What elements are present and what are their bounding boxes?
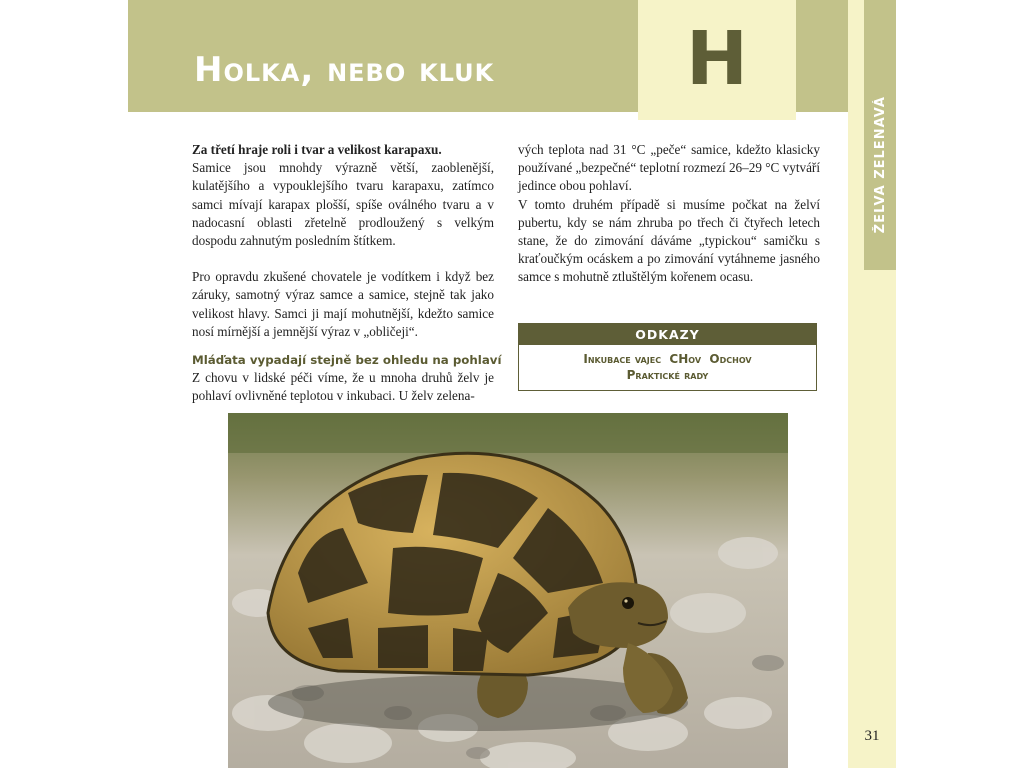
chapter-letter: H <box>686 16 748 102</box>
references-heading: ODKAZY <box>519 324 816 345</box>
book-page <box>128 0 896 768</box>
link-prakticke-rady[interactable]: Praktické rady <box>626 368 709 382</box>
paragraph-expression: Pro opravdu zkušené chovatele je vodítkem i když bez záruky, samotný výraz samce a samice, stejně tak jako velikost hlavy. Samci ji mají mohutnější, kdežto samice nosí mírnější a jemnější výraz v „obličeji“. <box>192 269 494 339</box>
references-links <box>519 345 816 383</box>
letter-box <box>638 0 796 120</box>
sidebar-label-wrap <box>864 0 896 270</box>
link-inkubace-vajec[interactable]: Inkubace vajec <box>583 352 662 366</box>
paragraph-temperature: vých teplota nad 31 °C „peče“ samice, kdežto klasicky používané „bezpečné“ teplotní rozmezí 26–29 °C vytváří jedince obou pohlaví. <box>518 142 820 194</box>
subheading: Mláďata vypadají stejně bez ohledu na pohlaví <box>192 353 502 368</box>
paragraph-incubation: Z chovu v lidské péči víme, že u mnoha druhů želv je pohlaví ovlivněné teplotou v inkubaci. U želv zelena- <box>192 370 494 404</box>
tortoise-illustration <box>228 413 788 768</box>
references-box <box>518 323 817 391</box>
page-title: Holka, nebo kluk <box>194 50 495 90</box>
link-odchov[interactable]: Odchov <box>709 352 752 366</box>
sidebar-label: ŽELVA ZELENAVÁ <box>872 96 888 234</box>
tortoise-photo <box>228 413 788 768</box>
link-chov[interactable]: CHov <box>669 352 702 366</box>
lead-paragraph: Za třetí hraje roli i tvar a velikost karapaxu. <box>192 142 442 157</box>
text-column-right <box>518 141 820 287</box>
text-column-left <box>192 141 502 406</box>
page-number: 31 <box>864 728 880 744</box>
paragraph-puberty: V tomto druhém případě si musíme počkat na želví pubertu, kdy se nám zhruba po třech či čtyřech letech stane, že do zimování dáváme „typickou“ samičku s kraťoučkým ocáskem a po zimování vytáhneme jasného samce s mohutně ztluštělým kořenem ocasu. <box>518 196 820 285</box>
paragraph-carapace: Samice jsou mnohdy výrazně větší, zaoblenější, kulatějšího a vypouklejšího tvaru karapaxu, zatímco samci mívají karapax plošší, spíše oválného tvaru a v nadocasní oblasti zřetelně prodloužený s velkým dospodu zahnutým posledním štítkem. <box>192 160 494 249</box>
